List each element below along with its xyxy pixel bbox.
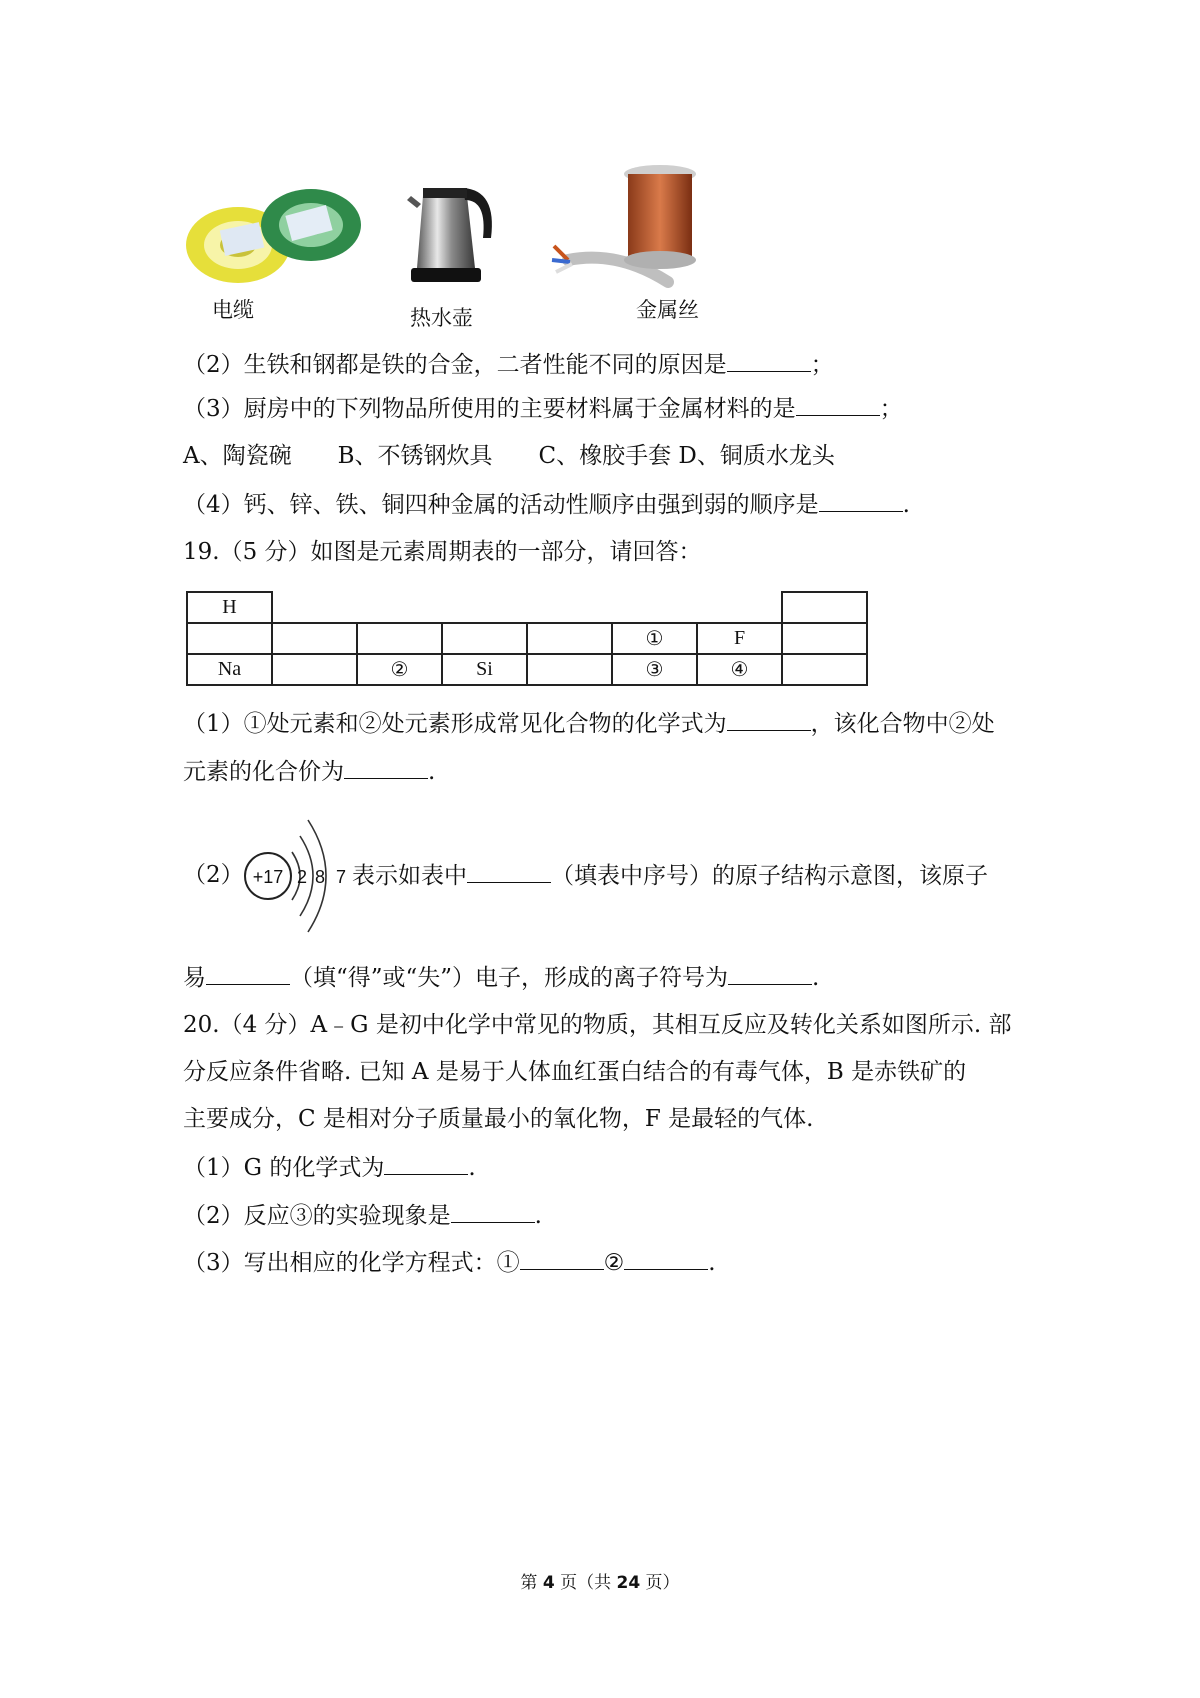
q20-part1: （1）G 的化学式为 . xyxy=(183,1152,476,1183)
pt-cell xyxy=(782,623,867,654)
pt-cell xyxy=(442,623,527,654)
q19-part2-line1: 表示如表中 （填表中序号）的原子结构示意图，该原子 xyxy=(352,860,988,891)
cable-image xyxy=(176,170,376,288)
q19-part2-label: （2） xyxy=(183,862,244,888)
answer-blank[interactable] xyxy=(467,860,551,883)
q20-stem-line1: 20.（4 分）A﹣G 是初中化学中常见的物质，其相互反应及转化关系如图所示. 部 xyxy=(183,1012,1012,1038)
pt-cell: ② xyxy=(357,654,442,685)
pt-cell: ③ xyxy=(612,654,697,685)
answer-blank[interactable] xyxy=(206,962,290,985)
shell-electrons: 7 xyxy=(335,867,347,887)
pt-gap xyxy=(697,592,782,623)
q20-stem-line3: 主要成分，C 是相对分子质量最小的氧化物，F 是最轻的气体. xyxy=(183,1106,814,1132)
answer-blank[interactable] xyxy=(520,1247,604,1270)
pt-cell: ① xyxy=(612,623,697,654)
page-total: 24 xyxy=(616,1573,641,1593)
q18-part3: （3）厨房中的下列物品所使用的主要材料属于金属材料的是 ； xyxy=(183,393,903,424)
pt-cell xyxy=(187,623,272,654)
q19-part1-line1: （1）①处元素和②处元素形成常见化合物的化学式为 ，该化合物中②处 xyxy=(183,708,995,739)
q18-part2: （2）生铁和钢都是铁的合金，二者性能不同的原因是 ； xyxy=(183,349,834,380)
pt-cell: ④ xyxy=(697,654,782,685)
pt-gap xyxy=(442,592,527,623)
shell-electrons: 8 xyxy=(314,867,326,887)
answer-blank[interactable] xyxy=(796,393,880,416)
answer-blank[interactable] xyxy=(728,962,812,985)
answer-blank[interactable] xyxy=(624,1247,708,1270)
pt-cell: H xyxy=(187,592,272,623)
pt-cell xyxy=(357,623,442,654)
answer-blank[interactable] xyxy=(727,349,811,372)
q18-options: A、陶瓷碗 B、不锈钢炊具 C、橡胶手套 D、铜质水龙头 xyxy=(183,443,835,469)
kettle-caption: 热水壶 xyxy=(410,306,473,330)
pt-gap xyxy=(272,592,357,623)
chlorine-atom-diagram xyxy=(240,806,360,946)
q20-part2: （2）反应③的实验现象是 . xyxy=(183,1200,542,1231)
cable-caption: 电缆 xyxy=(212,298,254,322)
nucleus-charge: +17 xyxy=(252,867,284,887)
pt-gap xyxy=(527,592,612,623)
pt-cell: Na xyxy=(187,654,272,685)
pt-cell xyxy=(272,623,357,654)
page-footer: 第 4 页（共 24 页） xyxy=(520,1573,680,1593)
pt-cell xyxy=(527,654,612,685)
q20-part3: （3）写出相应的化学方程式：① ② . xyxy=(183,1247,716,1278)
page-number: 4 xyxy=(542,1573,555,1593)
metal-wire-image xyxy=(548,160,723,290)
wire-caption: 金属丝 xyxy=(636,298,699,322)
q19-part2-line2: 易 （填“得”或“失”）电子，形成的离子符号为 . xyxy=(183,962,819,993)
q18-part4: （4）钙、锌、铁、铜四种金属的活动性顺序由强到弱的顺序是 . xyxy=(183,489,910,520)
pt-gap xyxy=(357,592,442,623)
pt-gap xyxy=(612,592,697,623)
q19-part1-line2: 元素的化合价为 . xyxy=(183,756,435,787)
q20-stem-line2: 分反应条件省略. 已知 A 是易于人体血红蛋白结合的有毒气体，B 是赤铁矿的 xyxy=(183,1059,967,1085)
kettle-image xyxy=(405,178,500,288)
periodic-table-fragment xyxy=(186,591,868,686)
q19-stem: 19.（5 分）如图是元素周期表的一部分，请回答： xyxy=(183,539,702,565)
pt-cell xyxy=(527,623,612,654)
pt-cell: Si xyxy=(442,654,527,685)
answer-blank[interactable] xyxy=(451,1200,535,1223)
pt-cell xyxy=(782,654,867,685)
answer-blank[interactable] xyxy=(344,756,428,779)
pt-cell xyxy=(272,654,357,685)
pt-cell xyxy=(782,592,867,623)
answer-blank[interactable] xyxy=(819,489,903,512)
pt-cell: F xyxy=(697,623,782,654)
answer-blank[interactable] xyxy=(727,708,811,731)
shell-electrons: 2 xyxy=(296,867,308,887)
answer-blank[interactable] xyxy=(384,1152,468,1175)
